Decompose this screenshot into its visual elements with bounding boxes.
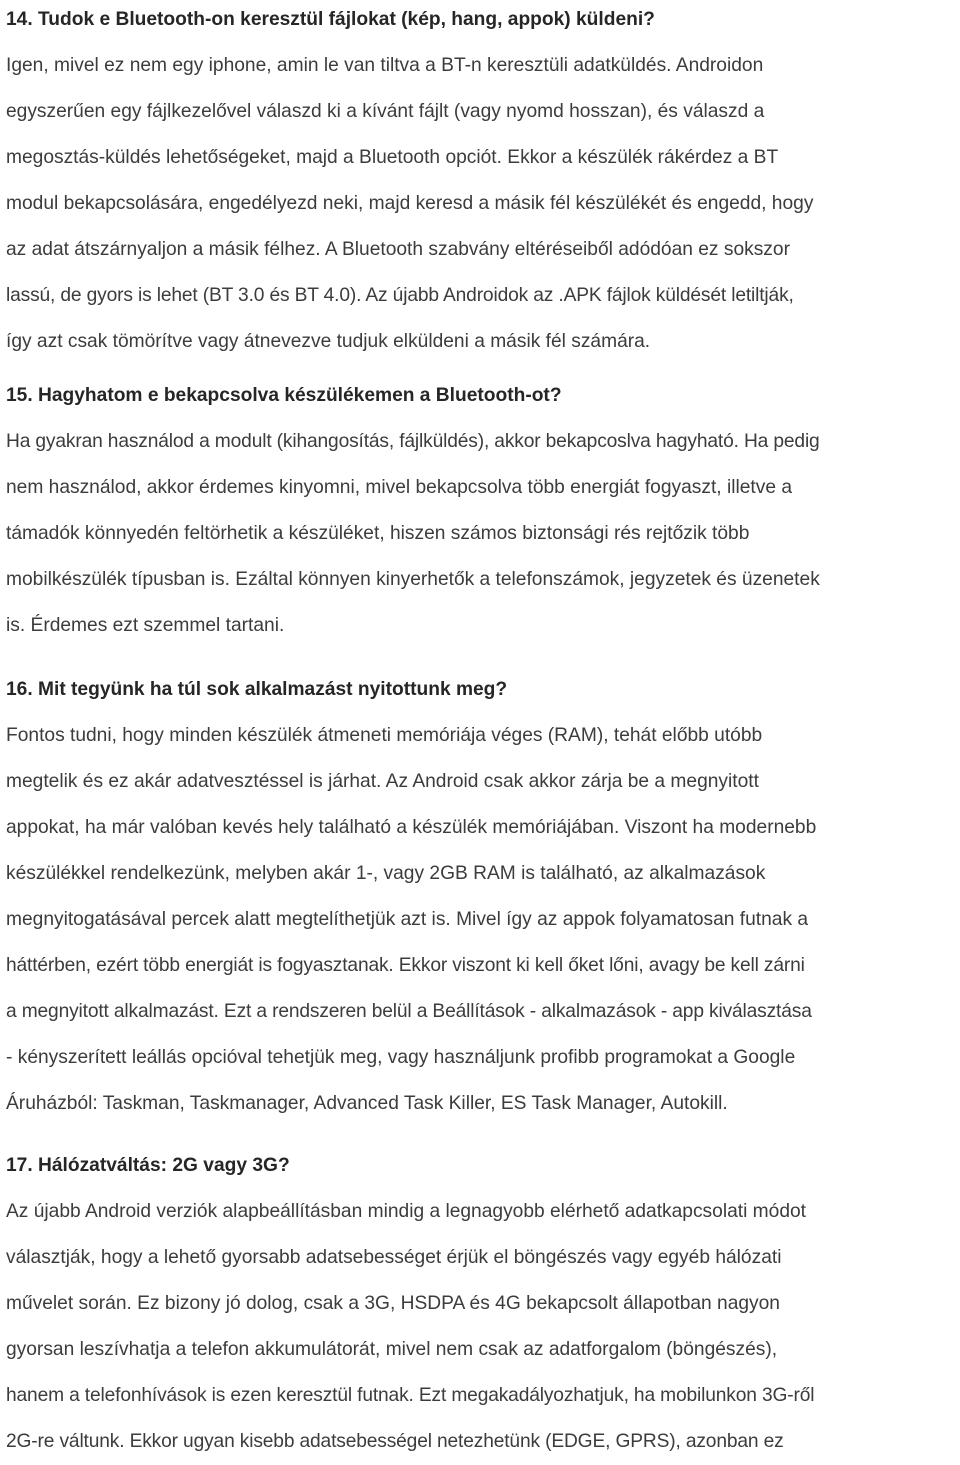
section-heading: 16. Mit tegyünk ha túl sok alkalmazást nyitottunk meg? xyxy=(6,679,508,700)
paragraph-line: hanem a telefonhívások is ezen keresztül futnak. Ezt megakadályozhatjuk, ha mobilunkon 3G-ről xyxy=(6,1385,815,1406)
paragraph-line: választják, hogy a lehető gyorsabb adatsebességet érjük el böngészés vagy egyéb hálózati xyxy=(6,1247,782,1268)
paragraph-line: megosztás-küldés lehetőségeket, majd a Bluetooth opciót. Ekkor a készülék rákérdez a BT xyxy=(6,147,779,168)
section-17 xyxy=(6,1143,958,1465)
paragraph-line: nem használod, akkor érdemes kinyomni, mivel bekapcsolva több energiát fogyaszt, illetve a xyxy=(6,477,793,498)
paragraph-line: - kényszerített leállás opcióval tehetjük meg, vagy használjunk profibb programokat a Google xyxy=(6,1047,796,1068)
paragraph-line: gyorsan leszívhatja a telefon akkumulátorát, mivel nem csak az adatforgalom (böngészés), xyxy=(6,1339,778,1360)
section-16 xyxy=(6,667,958,1127)
paragraph-line: az adat átszárnyaljon a másik félhez. A Bluetooth szabvány eltéréseiből adódóan ez sokszor xyxy=(6,239,790,260)
paragraph-line: így azt csak tömörítve vagy átnevezve tudjuk elküldeni a másik fél számára. xyxy=(6,331,651,352)
paragraph-line: modul bekapcsolására, engedélyezd neki, majd keresd a másik fél készülékét és engedd, hogy xyxy=(6,193,814,214)
paragraph-line: háttérben, ezért több energiát is fogyasztanak. Ekkor viszont ki kell őket lőni, avagy be kell zárni xyxy=(6,955,805,976)
paragraph-line: Fontos tudni, hogy minden készülék átmeneti memóriája véges (RAM), tehát előbb utóbb xyxy=(6,725,763,746)
paragraph-line: Igen, mivel ez nem egy iphone, amin le van tiltva a BT-n keresztüli adatküldés. Androidon xyxy=(6,55,764,76)
paragraph-line: egyszerűen egy fájlkezelővel válaszd ki a kívánt fájlt (vagy nyomd hosszan), és válaszd a xyxy=(6,101,765,122)
paragraph-line: 2G-re váltunk. Ekkor ugyan kisebb adatsebességel netezhetünk (EDGE, GPRS), azonban ez xyxy=(6,1431,784,1452)
paragraph-line: lassú, de gyors is lehet (BT 3.0 és BT 4.0). Az újabb Androidok az .APK fájlok küldését letiltják, xyxy=(6,285,794,306)
paragraph-line: mobilkészülék típusban is. Ezáltal könnyen kinyerhetők a telefonszámok, jegyzetek és üzenetek xyxy=(6,569,820,590)
paragraph-line: Ha gyakran használod a modult (kihangosítás, fájlküldés), akkor bekapcoslva hagyható. Ha pedig xyxy=(6,431,820,452)
section-heading: 17. Hálózatváltás: 2G vagy 3G? xyxy=(6,1155,290,1176)
paragraph-line: a megnyitott alkalmazást. Ezt a rendszeren belül a Beállítások - alkalmazások - app kiválasztása xyxy=(6,1001,812,1022)
section-heading: 14. Tudok e Bluetooth-on keresztül fájlokat (kép, hang, appok) küldeni? xyxy=(6,9,655,30)
paragraph-line: Az újabb Android verziók alapbeállításban mindig a legnagyobb elérhető adatkapcsolati módot xyxy=(6,1201,807,1222)
paragraph-line: művelet során. Ez bizony jó dolog, csak a 3G, HSDPA és 4G bekapcsolt állapotban nagyon xyxy=(6,1293,780,1314)
paragraph-line: Áruházból: Taskman, Taskmanager, Advanced Task Killer, ES Task Manager, Autokill. xyxy=(6,1093,728,1114)
section-14 xyxy=(6,0,958,365)
paragraph-line: támadók könnyedén feltörhetik a készüléket, hiszen számos biztonsági rés rejtőzik több xyxy=(6,523,750,544)
section-heading: 15. Hagyhatom e bekapcsolva készülékemen a Bluetooth-ot? xyxy=(6,385,562,406)
paragraph-line: megnyitogatásával percek alatt megtelíthetjük azt is. Mivel így az appok folyamatosan futnak a xyxy=(6,909,809,930)
section-15 xyxy=(6,373,958,649)
paragraph-line: készülékkel rendelkezünk, melyben akár 1-, vagy 2GB RAM is található, az alkalmazások xyxy=(6,863,766,884)
paragraph-line: is. Érdemes ezt szemmel tartani. xyxy=(6,615,285,636)
paragraph-line: megtelik és ez akár adatvesztéssel is járhat. Az Android csak akkor zárja be a megnyitott xyxy=(6,771,759,792)
paragraph-line: appokat, ha már valóban kevés hely található a készülék memóriájában. Viszont ha modernebb xyxy=(6,817,817,838)
